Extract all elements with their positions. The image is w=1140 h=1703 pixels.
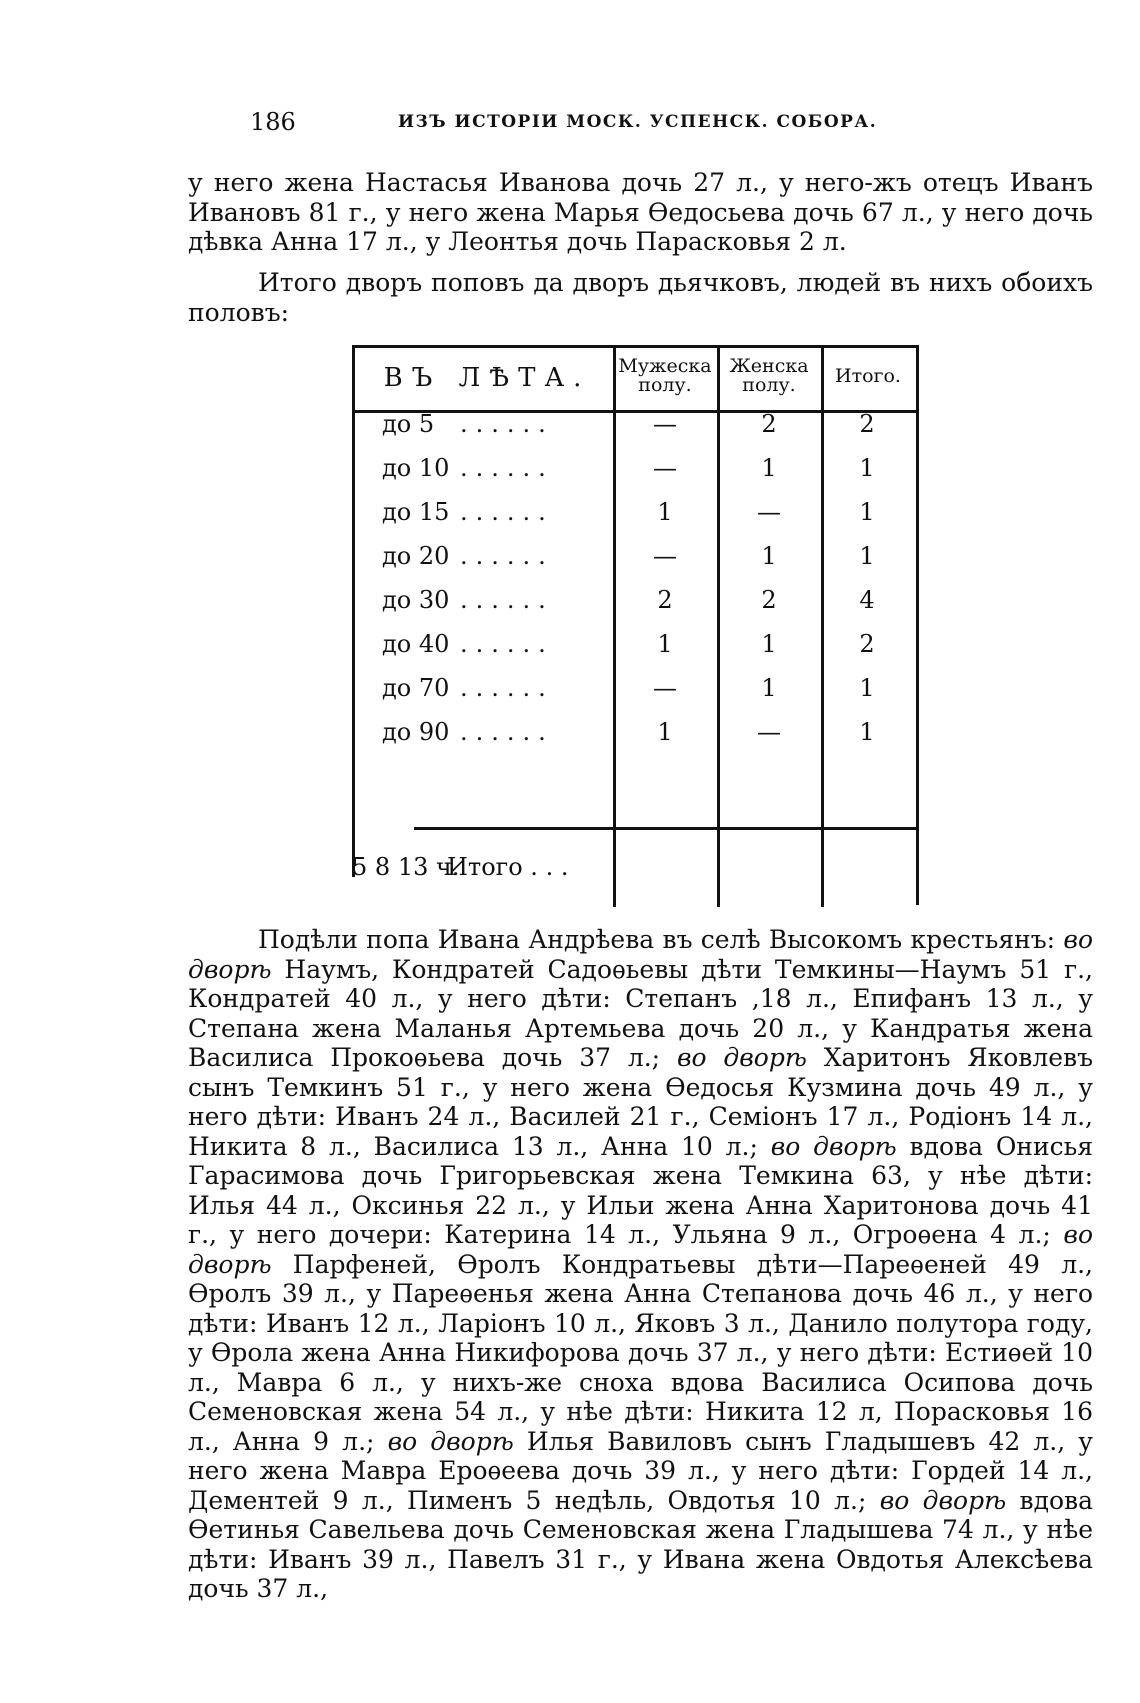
leader-dots: ...... [460, 674, 554, 702]
row-male: 2 [657, 586, 673, 614]
paragraph-3 [188, 925, 1093, 1604]
row-total: 2 [859, 410, 875, 438]
header-male [614, 357, 716, 395]
total-label: Итого . . . [447, 853, 569, 881]
total-male: 5 [352, 853, 368, 881]
row-total: 4 [859, 586, 875, 614]
header-male-line1: Мужеска [618, 355, 712, 377]
p3-text-a: Подѣли попа Ивана Андрѣева въ селѣ Высокомъ крестьянъ: [258, 925, 1056, 954]
p3-italic-l: во дворѣ [879, 1485, 1007, 1515]
row-total: 1 [859, 542, 875, 570]
row-total: 2 [859, 630, 875, 658]
header-female-line2: полу. [742, 374, 796, 396]
p3-italic-h: во дворѣ [188, 1220, 1093, 1279]
header-female [718, 357, 820, 395]
row-male: 1 [657, 718, 673, 746]
table-total-row [352, 853, 919, 881]
row-age: до 20 [382, 542, 450, 570]
row-female: 1 [761, 674, 777, 702]
leader-dots: ...... [460, 630, 554, 658]
header-female-line1: Женска [729, 355, 809, 377]
running-title: ИЗЪ ИСТОРІИ МОСК. УСПЕНСК. СОБОРА. [398, 112, 878, 132]
p3-text-k: Илья Вавиловъ сынъ Гладышевъ 42 л., у него жена Мавра Ероѳеева дочь 39 л., у него дѣти: Гордей 14 л., Дементей 9 л., Пименъ 5 недѣль, Овдотья 10 л.; [188, 1426, 1094, 1515]
row-age: до 40 [382, 630, 450, 658]
row-male: — [653, 674, 677, 702]
age-table [352, 345, 919, 905]
header-age: ВЪ ЛѢТА. [383, 363, 591, 393]
leader-dots: ...... [460, 454, 554, 482]
total-sum: 13 ч. [397, 853, 460, 881]
row-male: — [653, 454, 677, 482]
table-row [352, 410, 919, 450]
leader-dots: ...... [460, 410, 554, 438]
p3-text-e: Харитонъ Яковлевъ сынъ Темкинъ 51 г., у него жена Ѳедосья Кузмина дочь 49 л., у него дѣти: Иванъ 24 л., Василей 21 г., Семіонъ 17 л., Родіонъ 14 л., Никита 8 л., Василиса 13 л., Анна 10 л.; [188, 1043, 1094, 1161]
p3-italic-d: во дворѣ [676, 1043, 807, 1072]
page-number: 186 [250, 108, 296, 136]
row-female: — [757, 718, 781, 746]
row-age: до 10 [382, 454, 450, 482]
total-female: 8 [374, 853, 391, 881]
row-total: 1 [859, 454, 875, 482]
row-female: 1 [761, 454, 777, 482]
paragraph-1-text: у него жена Настасья Иванова дочь 27 л., у него-жъ отецъ Иванъ Ивановъ 81 г., у него жена Марья Ѳедосьева дочь 67 л., у него дочь дѣвка Анна 17 л., у Леонтья дочь Парасковья 2 л. [188, 168, 1093, 256]
table-top-rule [352, 345, 919, 348]
row-age: до 15 [382, 498, 450, 526]
paragraph-2 [188, 268, 1093, 327]
table-total-rule [414, 827, 919, 830]
row-male: — [653, 542, 677, 570]
table-row [352, 630, 919, 670]
row-female: — [757, 498, 781, 526]
row-male: — [653, 410, 677, 438]
p3-text-g: вдова Онисья Гарасимова дочь Григорьевская жена Темкина 63, у нѣе дѣти: Илья 44 л., Оксинья 22 л., у Ильи жена Анна Харитонова дочь 41 г., у него дочери: Катерина 14 л., Ульяна 9 л., Огроѳена 4 л.; [188, 1131, 1094, 1249]
table-row [352, 498, 919, 538]
row-male: 1 [657, 498, 673, 526]
table-row [352, 718, 919, 758]
paragraph-2-text: Итого дворъ поповъ да дворъ дьячковъ, людей въ нихъ обоихъ половъ: [188, 268, 1093, 327]
leader-dots: ...... [460, 586, 554, 614]
leader-dots: ...... [460, 542, 554, 570]
p3-italic-j: во дворѣ [387, 1426, 514, 1456]
row-female: 2 [761, 410, 777, 438]
leader-dots: ...... [460, 498, 554, 526]
row-male: 1 [657, 630, 673, 658]
row-total: 1 [859, 498, 875, 526]
row-female: 1 [761, 542, 777, 570]
table-row [352, 586, 919, 626]
p3-text-m: вдова Ѳетинья Савельева дочь Семеновская жена Гладышева 74 л., у нѣе дѣти: Иванъ 39 л., Павелъ 31 г., у Ивана жена Овдотья Алексѣева дочь 37 л., [188, 1485, 1093, 1603]
p3-text-i: Парфеней, Ѳролъ Кондратьевы дѣти—Пареѳеней 49 л., Ѳролъ 39 л., у Пареѳенья жена Анна Степанова дочь 46 л., у него дѣти: Иванъ 12 л., Ларіонъ 10 л., Яковъ 3 л., Данило полутора году, у Ѳрола жена Анна Никифорова дочь 37 л., у него дѣти: Естиѳей 10 л., Мавра 6 л., у нихъ-же сноха вдова Василиса Осипова дочь Семеновская жена 54 л., у нѣе дѣти: Никита 12 л, Порасковья 16 л., Анна 9 л.; [188, 1249, 1093, 1456]
table-row [352, 454, 919, 494]
row-age: до 5 [382, 410, 435, 438]
header-male-line2: полу. [638, 374, 692, 396]
table-row [352, 542, 919, 582]
p3-italic-b: во дворѣ [188, 925, 1093, 984]
page-header [250, 108, 880, 140]
row-total: 1 [859, 718, 875, 746]
p3-text-c: Наумъ, Кондратей Садоѳьевы дѣти Темкины—Наумъ 51 г., Кондратей 40 л., у него дѣти: Степанъ ,18 л., Епифанъ 13 л., у Степана жена Маланья Артемьева дочь 20 л., у Кандратья жена Василиса Прокоѳьева дочь 37 л.; [188, 954, 1093, 1072]
row-age: до 30 [382, 586, 450, 614]
row-female: 1 [761, 630, 777, 658]
leader-dots: ...... [460, 718, 554, 746]
row-age: до 70 [382, 674, 450, 702]
row-female: 2 [761, 586, 777, 614]
row-total: 1 [859, 674, 875, 702]
row-age: до 90 [382, 718, 450, 746]
header-total: Итого. [835, 365, 901, 387]
paragraph-1 [188, 168, 1093, 257]
table-row [352, 674, 919, 714]
p3-italic-f: во дворѣ [770, 1131, 897, 1161]
